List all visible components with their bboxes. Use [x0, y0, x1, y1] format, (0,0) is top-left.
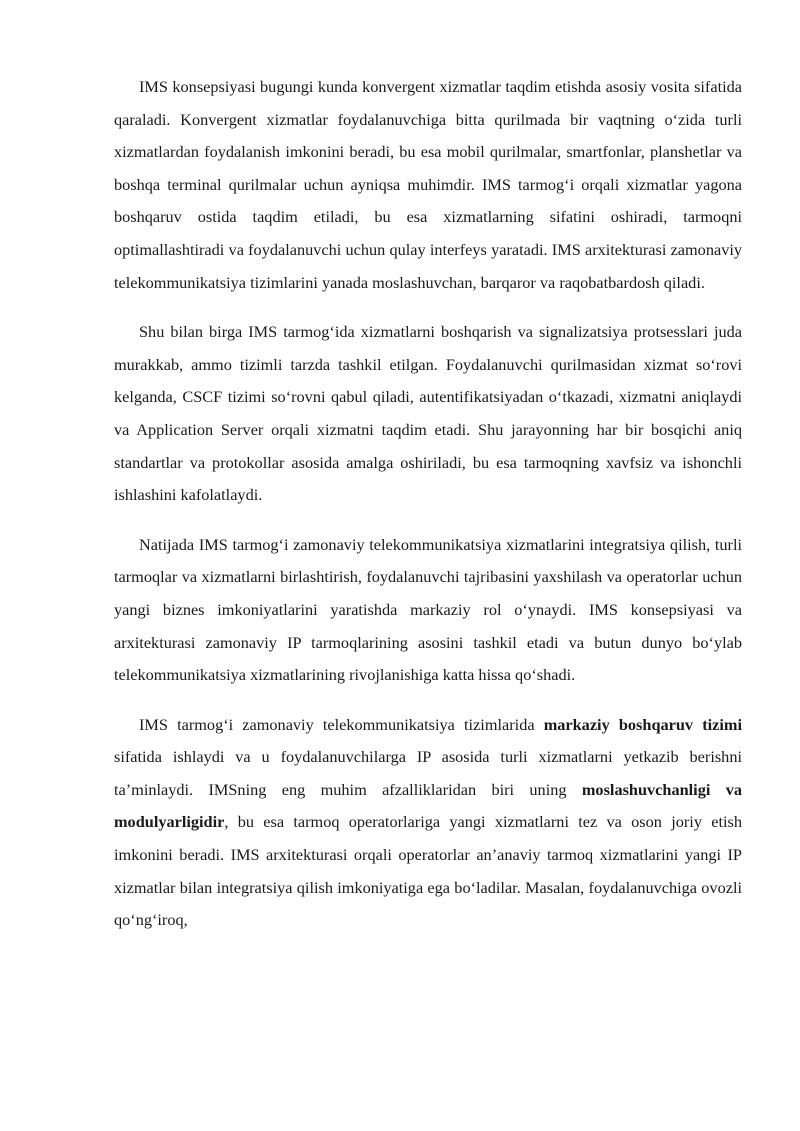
bold-phrase-flexibility: moslashuvchanligi va modulyarligidir	[114, 779, 742, 832]
paragraph-text: sifatida ishlaydi va u foydalanuvchilarga IP asosida turli xizmatlarni yetkazib berishni ta’minlaydi. IMSning eng muhim afzalliklaridan biri uning	[114, 747, 742, 799]
paragraph-text: , bu esa tarmoq operatorlariga yangi xizmatlarni tez va oson joriy etish imkonini beradi. IMS arxitekturasi orqali operatorlar an’anaviy tarmoq xizmatlarini yangi IP xizmatlar bilan integratsiya qilish imkoniyatiga ega bo‘ladilar. Masalan, foydalanuvchiga ovozli qo‘ng‘iroq,	[114, 812, 742, 930]
paragraph-ims-convergent-services: IMS konsepsiyasi bugungi kunda konvergent xizmatlar taqdim etishda asosiy vosita sifatida qaraladi. Konvergent xizmatlar foydalanuvchiga bitta qurilmada bir vaqtning o‘zida turli xizmatlardan foydalanish imkonini beradi, bu esa mobil qurilmalar, smartfonlar, planshetlar va boshqa terminal qurilmalar uchun ayniqsa muhimdir. IMS tarmog‘i orqali xizmatlar yagona boshqaruv ostida taqdim etiladi, bu esa xizmatlarning sifatini oshiradi, tarmoqni optimallashtiradi va foydalanuvchi uchun qulay interfeys yaratadi. IMS arxitekturasi zamonaviy telekommunikatsiya tizimlarini yanada moslashuvchan, barqaror va raqobatbardosh qiladi.	[114, 77, 742, 292]
paragraph-ims-central-control	[114, 709, 742, 937]
paragraph-ims-signaling: Shu bilan birga IMS tarmog‘ida xizmatlarni boshqarish va signalizatsiya protsesslari juda murakkab, ammo tizimli tarzda tashkil etilgan. Foydalanuvchi qurilmasidan xizmat so‘rovi kelganda, CSCF tizimi so‘rovni qabul qiladi, autentifikatsiyadan o‘tkazadi, xizmatni aniqlaydi va Application Server orqali xizmatni taqdim etadi. Shu jarayonning har bir bosqichi aniq standartlar va protokollar asosida amalga oshiriladi, bu esa tarmoqning xavfsiz va ishonchli ishlashini kafolatlaydi.	[114, 322, 742, 505]
paragraph-text: IMS tarmog‘i zamonaviy telekommunikatsiya tizimlarida	[139, 714, 544, 734]
bold-phrase-central-control: markaziy boshqaruv tizimi	[543, 714, 742, 734]
document-page	[114, 71, 742, 954]
paragraph-ims-result: Natijada IMS tarmog‘i zamonaviy telekommunikatsiya xizmatlarini integratsiya qilish, turli tarmoqlar va xizmatlarni birlashtirish, foydalanuvchi tajribasini yaxshilash va operatorlar uchun yangi biznes imkoniyatlarini yaratishda markaziy rol o‘ynaydi. IMS konsepsiyasi va arxitekturasi zamonaviy IP tarmoqlarining asosini tashkil etadi va butun dunyo bo‘ylab telekommunikatsiya xizmatlarining rivojlanishiga katta hissa qo‘shadi.	[114, 534, 742, 685]
